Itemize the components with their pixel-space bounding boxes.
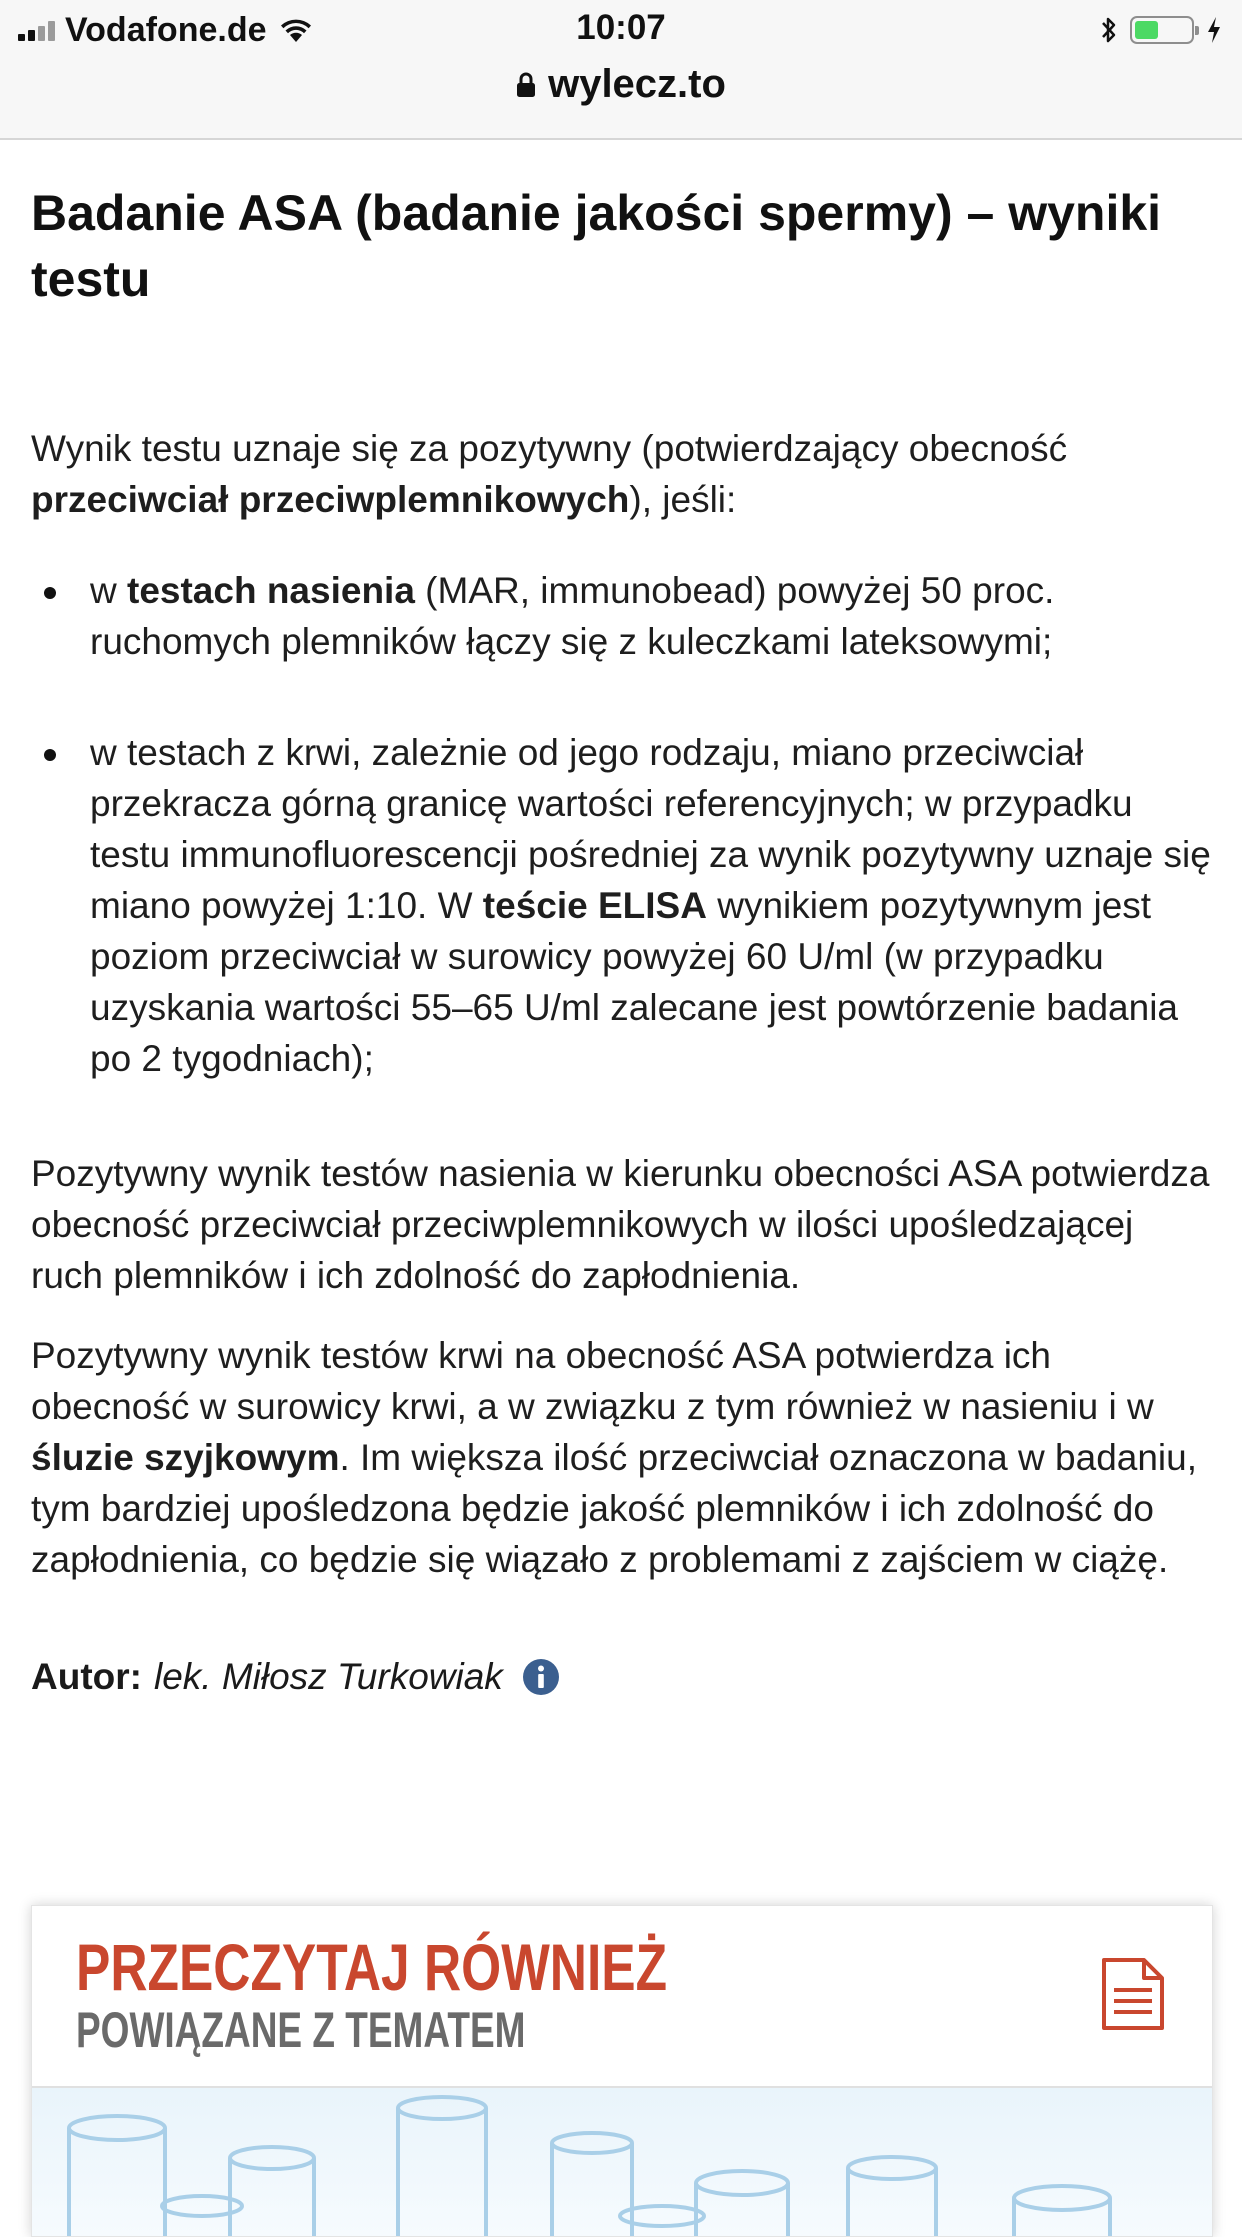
- article: [31, 180, 1211, 1702]
- criteria-list: [31, 565, 1211, 1084]
- intro-text-start: Wynik testu uznaje się za pozytywny (potwierdzający obecność: [31, 428, 1068, 469]
- list-item-bold-term[interactable]: teście ELISA: [482, 885, 707, 926]
- blood-bold-term[interactable]: śluzie szyjkowym: [31, 1437, 340, 1478]
- lock-icon: [516, 72, 536, 98]
- blood-test-paragraph: [31, 1330, 1211, 1585]
- list-item: [31, 565, 1211, 667]
- list-item-text-start: w testach z krwi, zależnie od jego rodzaju, miano przeciwciał przekracza górną granicę wartości referencyjnych; w przypadku testu immunofluorescencji pośredniej za wynik pozytywny uznaje się miano powyżej 1:10. W: [90, 732, 1211, 926]
- semen-test-paragraph: Pozytywny wynik testów nasienia w kierunku obecności ASA potwierdza obecność przeciwciał przeciwplemnikowych w ilości upośledzającej ruch plemników i ich zdolność do zapłodnienia.: [31, 1153, 1210, 1296]
- address-bar[interactable]: [0, 62, 1242, 107]
- test-tubes-illustration: [32, 2088, 1212, 2237]
- blood-text-end: . Im większa ilość przeciwciał oznaczona w badaniu, tym bardziej upośledzona będzie jakość plemników i ich zdolność do zapłodnienia, co będzie się wiązało z problemami z zajściem w ciążę.: [31, 1437, 1198, 1580]
- related-title: PRZECZYTAJ RÓWNIEŻ: [76, 1930, 668, 2004]
- author-name: lek. Miłosz Turkowiak: [153, 1656, 503, 1697]
- list-item-text-start: w: [90, 570, 127, 611]
- list-item-bold-term[interactable]: testach nasienia: [127, 570, 415, 611]
- document-icon: [1100, 1956, 1166, 2032]
- charging-bolt-icon: [1206, 16, 1222, 44]
- blood-text-start: Pozytywny wynik testów krwi na obecność ASA potwierdza ich obecność w surowicy krwi, a w związku z tym również w nasieniu i w: [31, 1335, 1154, 1427]
- status-right: [1100, 10, 1222, 50]
- bluetooth-icon: [1100, 15, 1118, 45]
- info-icon[interactable]: [521, 1657, 561, 1697]
- intro-paragraph: [31, 423, 1211, 525]
- battery-level: [1135, 21, 1158, 39]
- author-line: [31, 1651, 1211, 1702]
- intro-text-end: ), jeśli:: [629, 479, 737, 520]
- related-article-image[interactable]: [32, 2088, 1212, 2236]
- author-label: Autor:: [31, 1656, 142, 1697]
- browser-top-bar: [0, 0, 1242, 140]
- battery-icon: [1130, 16, 1194, 44]
- list-item: [31, 727, 1211, 1084]
- related-subtitle: POWIĄZANE Z TEMATEM: [76, 2002, 526, 2058]
- list-item-text-end: wynikiem pozytywnym jest poziom przeciwciał w surowicy powyżej 60 U/ml (w przypadku uzyskania wartości 55–65 U/ml zalecane jest powtórzenie badania po 2 tygodniach);: [90, 885, 1178, 1079]
- intro-bold-term[interactable]: przeciwciał przeciwplemnikowych: [31, 479, 630, 520]
- related-articles-box[interactable]: [31, 1905, 1213, 2237]
- list-item-text-end: (MAR, immunobead) powyżej 50 proc. ruchomych plemników łączy się z kuleczkami lateksowymi;: [90, 570, 1055, 662]
- clock: 10:07: [576, 8, 666, 47]
- article-title: Badanie ASA (badanie jakości spermy) – wyniki testu: [31, 185, 1162, 307]
- url-text[interactable]: wylecz.to: [548, 62, 726, 106]
- carrier-name: Vodafone.de: [65, 10, 267, 49]
